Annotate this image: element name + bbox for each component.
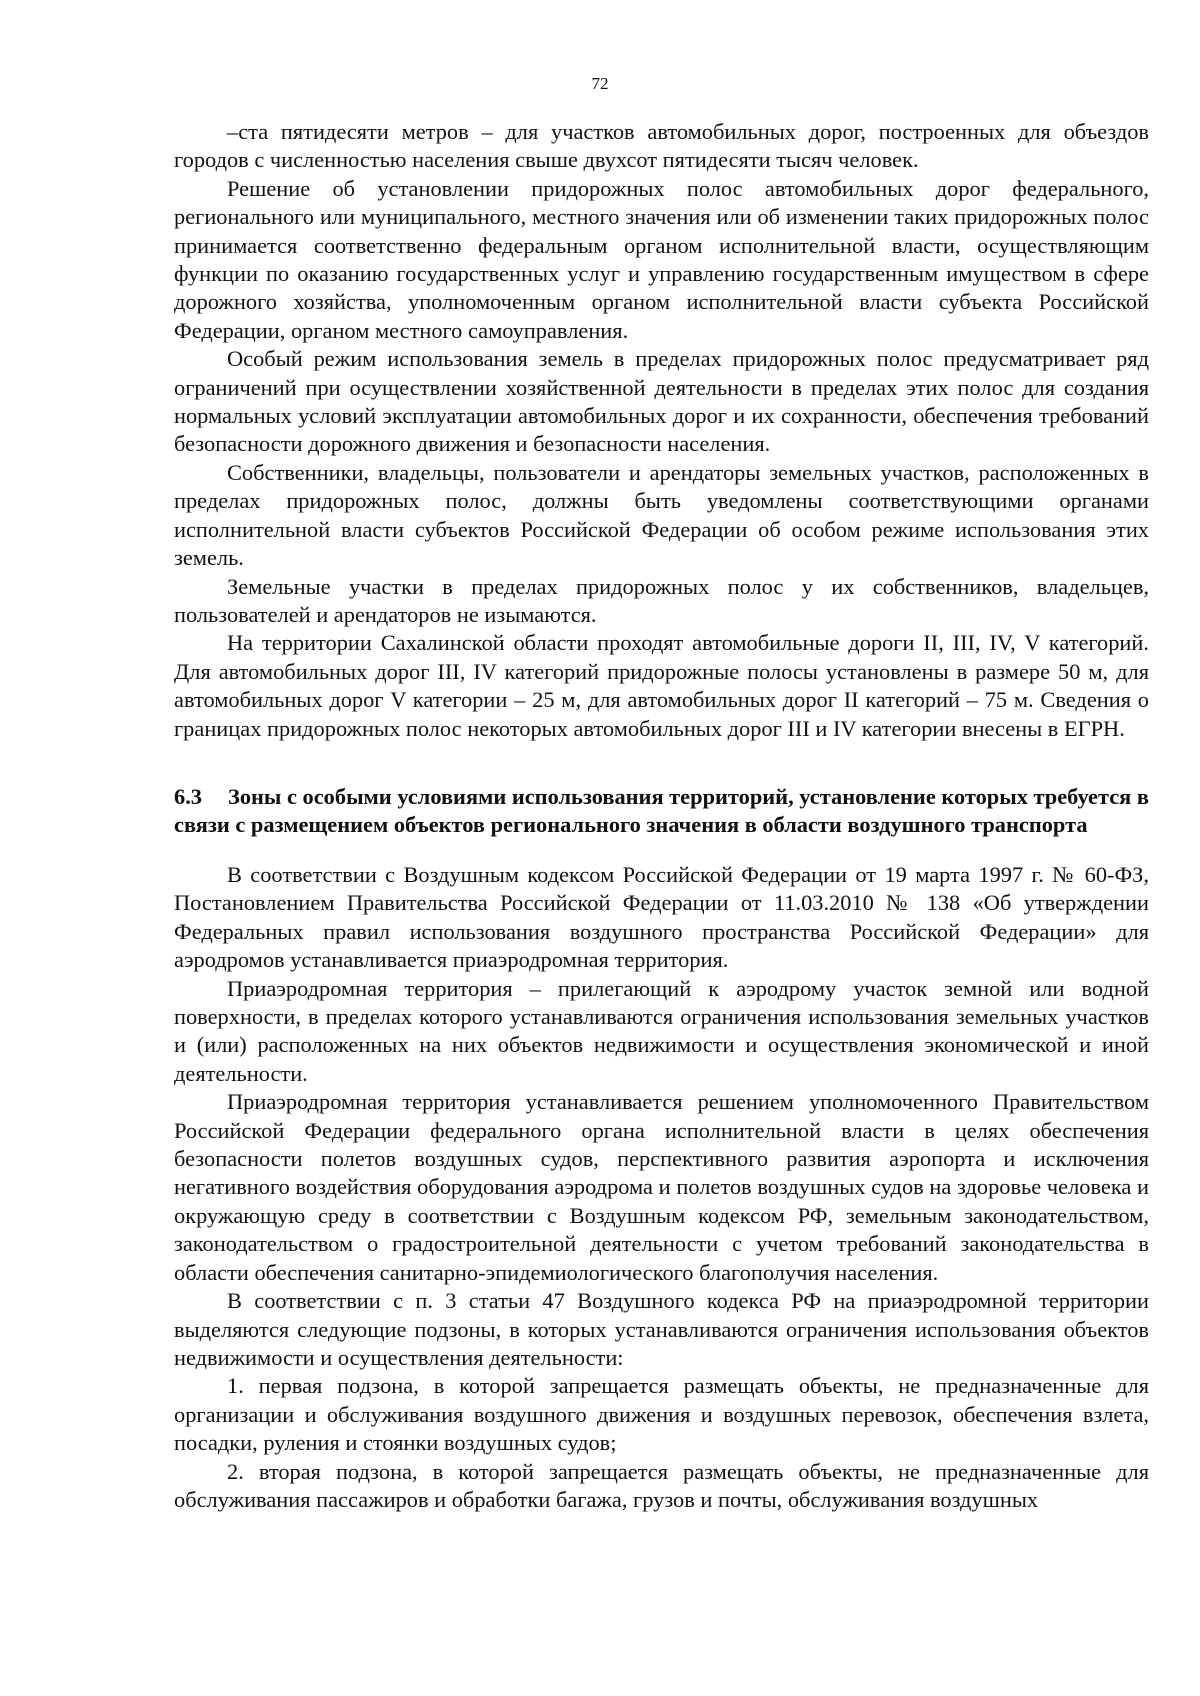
- paragraph: Решение об установлении придорожных полос автомобильных дорог федерального, регионального или муниципального, местного значения или об изменении таких придорожных полос принимается соответственно федеральным органом исполнительной власти, осуществляющим функции по оказанию государственных услуг и управлению государственным имуществом в сфере дорожного хозяйства, уполномоченным органом исполнительной власти субъекта Российской Федерации, органом местного самоуправления.: [174, 175, 1149, 343]
- paragraph: На территории Сахалинской области проходят автомобильные дороги II, III, IV, V категорий. Для автомобильных дорог III, IV категорий придорожные полосы установлены в размере 50 м, для автомобильных дорог V категории – 25 м, для автомобильных дорог II категорий – 75 м. Сведения о границах придорожных полос некоторых автомобильных дорог III и IV категории внесены в ЕГРН.: [174, 630, 1149, 741]
- paragraph: –ста пятидесяти метров – для участков автомобильных дорог, построенных для объездов городов с численностью населения свыше двухсот пятидесяти тысяч человек.: [174, 119, 1149, 173]
- section-air-transport: [174, 861, 1149, 1514]
- paragraph: В соответствии с Воздушным кодексом Российской Федерации от 19 марта 1997 г. № 60-ФЗ, Постановлением Правительства Российской Федерации от 11.03.2010 № 138 «Об утверждении Федеральных правил использования воздушного пространства Российской Федерации» для аэродромов устанавливается приаэродромная территория.: [174, 862, 1149, 973]
- paragraph: Приаэродромная территория – прилегающий к аэродрому участок земной или водной поверхности, в пределах которого устанавливаются ограничения использования земельных участков и (или) расположенных на них объектов недвижимости и осуществления экономической и иной деятельности.: [174, 975, 1149, 1086]
- list-item: 1. первая подзона, в которой запрещается размещать объекты, не предназначенные для организации и обслуживания воздушного движения и воздушных перевозок, обеспечения взлета, посадки, руления и стоянки воздушных судов;: [174, 1373, 1149, 1456]
- section-number: 6.3: [174, 784, 202, 809]
- paragraph: В соответствии с п. 3 статьи 47 Воздушного кодекса РФ на приаэродромной территории выделяются следующие подзоны, в которых устанавливаются ограничения использования объектов недвижимости и осуществления деятельности:: [174, 1288, 1149, 1370]
- section-roadside-strips: [174, 118, 1149, 743]
- paragraph: Земельные участки в пределах придорожных полос у их собственников, владельцев, пользователей и арендаторов не изымаются.: [174, 573, 1149, 627]
- section-heading: [174, 783, 1149, 840]
- section-title: Зоны с особыми условиями использования территорий, установление которых требуется в связи с размещением объектов регионального значения в области воздушного транспорта: [174, 784, 1149, 838]
- paragraph: Собственники, владельцы, пользователи и арендаторы земельных участков, расположенных в пределах придорожных полос, должны быть уведомлены соответствующими органами исполнительной власти субъектов Российской Федерации об особом режиме использования этих земель.: [174, 459, 1149, 571]
- list-item: 2. вторая подзона, в которой запрещается размещать объекты, не предназначенные для обслуживания пассажиров и обработки багажа, грузов и почты, обслуживания воздушных: [174, 1458, 1149, 1512]
- paragraph: Особый режим использования земель в пределах придорожных полос предусматривает ряд ограничений при осуществлении хозяйственной деятельности в пределах этих полос для создания нормальных условий эксплуатации автомобильных дорог и их сохранности, обеспечения требований безопасности дорожного движения и безопасности населения.: [174, 346, 1149, 457]
- paragraph: Приаэродромная территория устанавливается решением уполномоченного Правительством Российской Федерации федерального органа исполнительной власти в целях обеспечения безопасности полетов воздушных судов, перспективного развития аэропорта и исключения негативного воздействия оборудования аэродрома и полетов воздушных судов на здоровье человека и окружающую среду в соответствии с Воздушным кодексом РФ, земельным законодательством, законодательством о градостроительной деятельности с учетом требований законодательства в области обеспечения санитарно-эпидемиологического благополучия населения.: [174, 1089, 1149, 1285]
- page-number: 72: [591, 74, 609, 93]
